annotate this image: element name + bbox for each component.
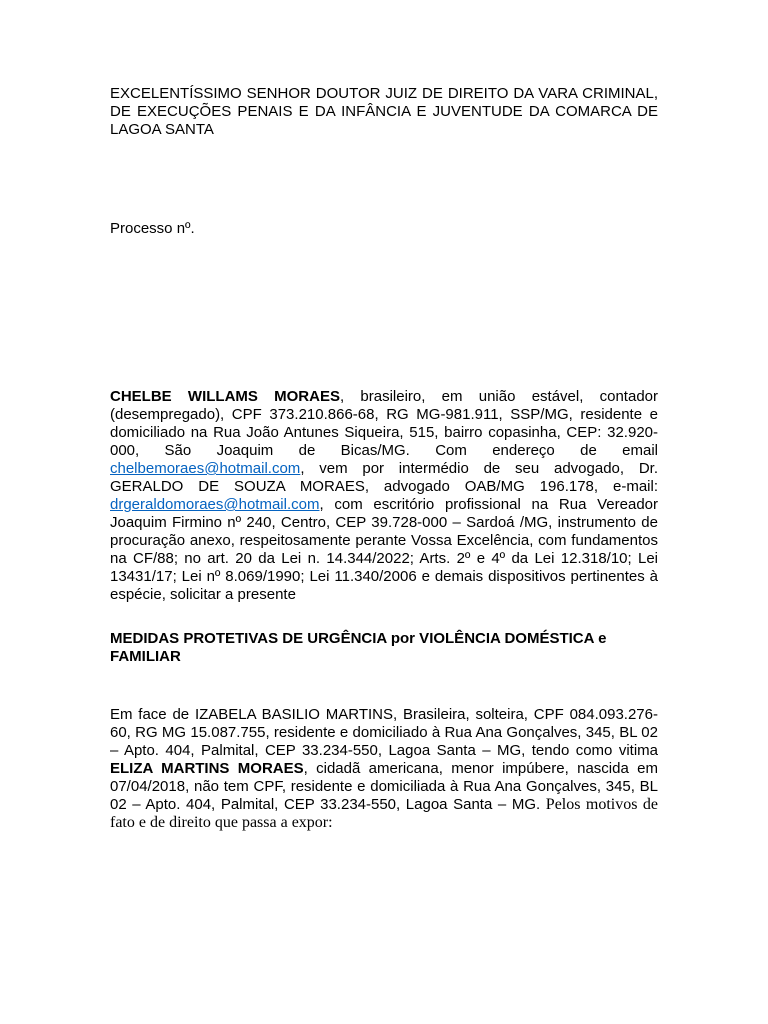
- plaintiff-email-link[interactable]: chelbemoraes@hotmail.com: [110, 460, 301, 477]
- addressee-heading: EXCELENTÍSSIMO SENHOR DOUTOR JUIZ DE DIREITO DA VARA CRIMINAL, DE EXECUÇÕES PENAIS E DA INFÂNCIA E JUVENTUDE DA COMARCA DE LAGOA SANTA: [110, 85, 658, 138]
- closing-phrase: Pelos motivos de fato e de direito que passa a expor:: [110, 796, 659, 831]
- plaintiff-name: CHELBE WILLAMS MORAES: [110, 388, 340, 405]
- lawyer-email-link[interactable]: drgeraldomoraes@hotmail.com: [110, 496, 320, 513]
- defendant-paragraph: [110, 706, 658, 832]
- qualification-text-2: , vem por intermédio de seu advogado, Dr. GERALDO DE SOUZA MORAES, advogado OAB/MG 196.178, e-mail:: [110, 460, 658, 495]
- defendant-text-1: Em face de IZABELA BASILIO MARTINS, Brasileira, solteira, CPF 084.093.276-60, RG MG 15.087.755, residente e domiciliado à Rua Ana Gonçalves, 345, BL 02 – Apto. 404, Palmital, CEP 33.234-550, Lagoa Santa – MG, tendo como vitima: [110, 706, 658, 759]
- qualification-paragraph: [110, 388, 658, 604]
- defendant-text-2: , cidadã americana, menor impúbere, nascida em 07/04/2018, não tem CPF, residente e domiciliada à Rua Ana Gonçalves, 345, BL 02 – Apto. 404, Palmital, CEP 33.234-550, Lagoa Santa – MG.: [110, 760, 658, 813]
- process-number-label: Processo nº.: [110, 220, 195, 237]
- victim-name: ELIZA MARTINS MORAES: [110, 760, 304, 777]
- qualification-text-3: , com escritório profissional na Rua Vereador Joaquim Firmino nº 240, Centro, CEP 39.728-000 – Sardoá /MG, instrumento de procuração anexo, respeitosamente perante Vossa Excelência, com fundamentos na CF/88; no art. 20 da Lei n. 14.344/2022; Arts. 2º e 4º da Lei 12.318/10; Lei 13431/17; Lei nº 8.069/1990; Lei 11.340/2006 e demais dispositivos pertinentes à espécie, solicitar a presente: [110, 496, 658, 603]
- petition-title: MEDIDAS PROTETIVAS DE URGÊNCIA por VIOLÊNCIA DOMÉSTICA e FAMILIAR: [110, 630, 607, 665]
- qualification-text-1: , brasileiro, em união estável, contador (desempregado), CPF 373.210.866-68, RG MG-981.911, SSP/MG, residente e domiciliado na Rua João Antunes Siqueira, 515, bairro copasinha, CEP: 32.920-000, São Joaquim de Bicas/MG. Com endereço de email: [110, 388, 659, 459]
